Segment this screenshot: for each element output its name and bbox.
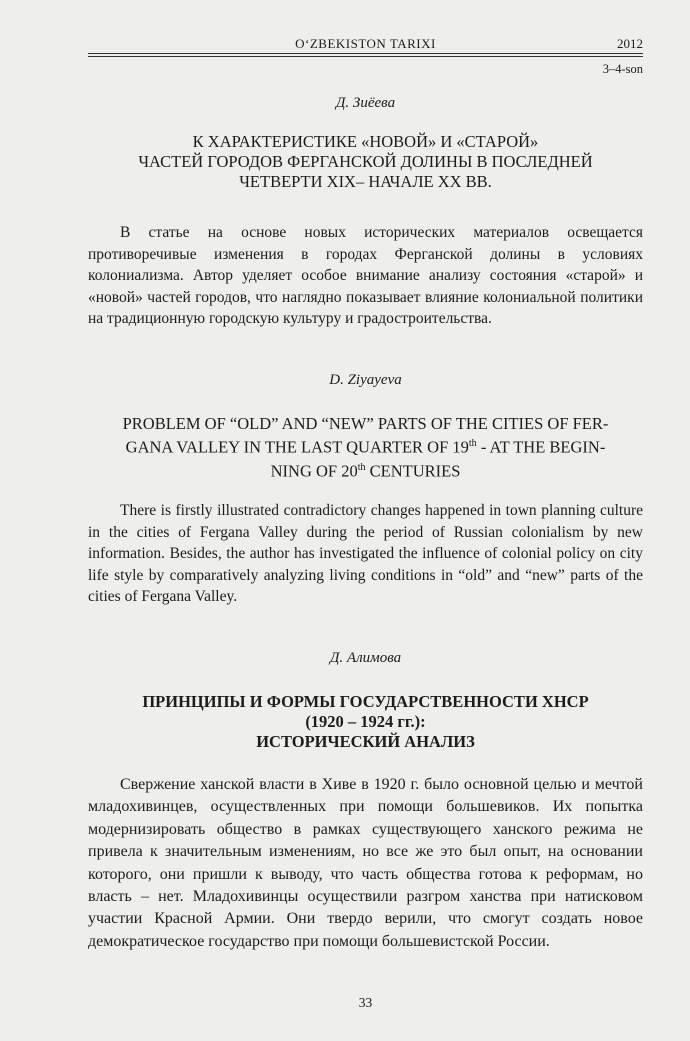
article-2-title-line-2: GANA VALLEY IN THE LAST QUARTER OF 19th - AT THE BEGIN- xyxy=(125,437,606,457)
header-rule-bottom xyxy=(88,56,643,57)
article-1-title xyxy=(88,132,643,192)
header-rule-top xyxy=(88,53,643,54)
article-1-abstract: В статье на основе новых исторических материалов освещается противоречивые изменения в городах Ферганской долины в условиях колониализма. Автор уделяет особое внимание анализу состояния «старой» и «новой» частей городов, что наглядно показывает влияние колониальной политики на традиционную городскую культуру и градостроительства. xyxy=(88,224,643,328)
article-3-title-line-3: ИСТОРИЧЕСКИЙ АНАЛИЗ xyxy=(256,732,475,751)
journal-issue: 3–4-son xyxy=(602,62,643,76)
page-number: 33 xyxy=(358,995,373,1010)
article-3-abstract: Свержение ханской власти в Хиве в 1920 г. было основной целью и мечтой младохивинцев, осуществленных при помощи большевиков. Их попытка модернизировать общество в рамках существующего ханского режима не привела к значительным изменениям, но все же это был опыт, на основании которого, они пришли к выводу, что часть общества готова к реформам, но власть – нет. Младохивинцы осуществили разгром ханства при натисковом участии Красной Армии. Они твердо верили, что смогут создать новое демократическое государство при помощи большевистской России. xyxy=(88,776,643,950)
article-2-author: D. Ziyayeva xyxy=(329,372,402,388)
article-2-title-line-3: NING OF 20th CENTURIES xyxy=(270,461,461,480)
article-2-abstract: There is firstly illustrated contradictory changes happened in town planning culture in the cities of Fergana Valley during the period of Russian colonialism by new information. Besides, the author has investigated the influence of colonial policy on city life style by comparatively analyzing living conditions in “old” and “new” parts of the cities of Fergana Valley. xyxy=(88,502,643,606)
article-3-title-line-2: (1920 – 1924 гг.): xyxy=(305,712,426,731)
article-2-title-line-1: PROBLEM OF “OLD” AND “NEW” PARTS OF THE CITIES OF FER- xyxy=(122,414,609,433)
article-1-title-line-2: ЧАСТЕЙ ГОРОДОВ ФЕРГАНСКОЙ ДОЛИНЫ В ПОСЛЕДНЕЙ xyxy=(138,152,593,171)
article-2-title xyxy=(88,414,643,481)
journal-year: 2012 xyxy=(617,36,643,51)
article-1-title-line-3: ЧЕТВЕРТИ XIX– НАЧАЛЕ XX ВВ. xyxy=(239,172,492,191)
article-3-title xyxy=(88,692,643,752)
article-1-author: Д. Зиëева xyxy=(335,95,396,111)
article-3-title-line-1: ПРИНЦИПЫ И ФОРМЫ ГОСУДАРСТВЕННОСТИ ХНСР xyxy=(142,692,589,711)
running-header xyxy=(88,36,643,76)
article-3-author: Д. Алимова xyxy=(329,650,402,666)
journal-title: O‘ZBEKISTON TARIXI xyxy=(295,36,436,51)
article-1-title-line-1: К ХАРАКТЕРИСТИКЕ «НОВОЙ» И «СТАРОЙ» xyxy=(192,132,539,151)
